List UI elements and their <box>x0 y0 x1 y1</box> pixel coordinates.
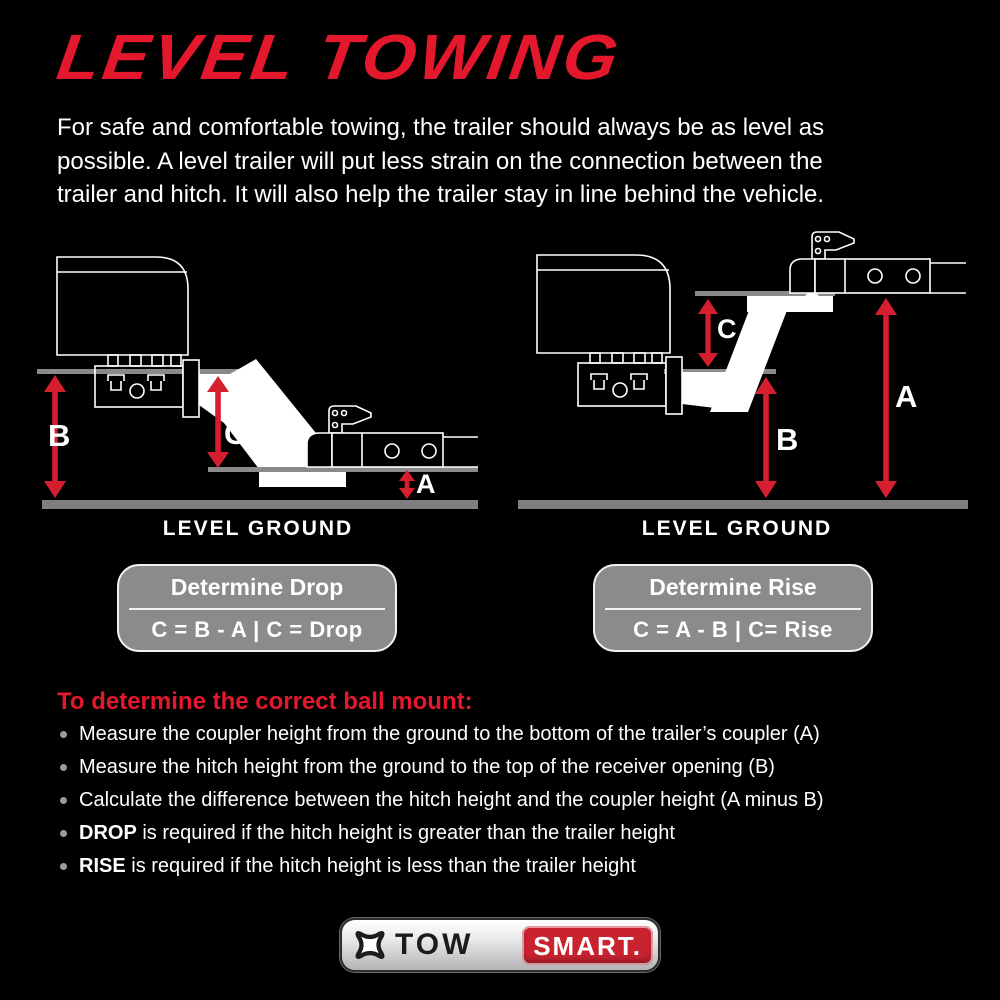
rise-box-formula: C = A - B | C= Rise <box>633 617 833 642</box>
trailer-coupler-drawing <box>307 406 478 467</box>
bullet-icon <box>60 764 67 771</box>
ground-line <box>518 500 968 509</box>
measure-label-b-left: B <box>48 418 71 453</box>
bullet-text: Measure the hitch height from the ground to the top of the receiver opening (B) <box>79 756 775 778</box>
bullet-icon <box>60 863 67 870</box>
hitch-height-line <box>37 369 251 374</box>
list-item <box>58 823 958 844</box>
bullet-text: Calculate the difference between the hitch height and the coupler height (A minus B) <box>79 789 824 811</box>
bullet-bold-text: RISE <box>79 855 126 877</box>
arrow-a-left <box>399 470 415 499</box>
measure-label-a-left: A <box>416 469 436 499</box>
level-ground-caption-right: LEVEL GROUND <box>641 517 833 540</box>
arrow-c-right <box>698 299 718 367</box>
list-item <box>58 790 958 811</box>
bullet-text: is required if the hitch height is greater than the trailer height <box>136 822 675 844</box>
page-title: LEVEL TOWING <box>52 21 626 93</box>
intro-paragraph <box>57 111 967 212</box>
trailer-coupler-drawing <box>790 232 966 293</box>
intro-line: possible. A level trailer will put less strain on the connection between the <box>57 147 823 175</box>
drop-box-formula: C = B - A | C = Drop <box>151 617 363 642</box>
towsmart-knot-icon <box>353 928 387 962</box>
list-item <box>58 724 958 745</box>
intro-line: For safe and comfortable towing, the trailer should always be as level as <box>57 114 825 141</box>
towsmart-logo <box>340 918 660 972</box>
measure-label-c-left: C <box>224 416 247 451</box>
bullet-text: Measure the coupler height from the ground to the bottom of the trailer’s coupler (A) <box>79 723 820 745</box>
bullet-icon <box>60 830 67 837</box>
drop-box-title: Determine Drop <box>170 574 344 600</box>
list-item <box>58 856 958 877</box>
bullet-bold-text: DROP <box>79 822 137 844</box>
logo-tow-text: TOW <box>395 928 474 961</box>
right-rise-diagram <box>518 232 968 509</box>
truck-bumper-drawing <box>537 255 682 414</box>
bullet-text: is required if the hitch height is less than the trailer height <box>125 855 636 877</box>
ground-line <box>42 500 478 509</box>
logo-smart-badge: SMART. <box>522 926 653 965</box>
level-ground-caption-left: LEVEL GROUND <box>162 517 354 540</box>
bullet-icon <box>60 731 67 738</box>
determine-rise-box <box>593 564 873 652</box>
instructions-heading: To determine the correct ball mount: <box>57 688 473 715</box>
list-item <box>58 757 958 778</box>
rise-box-title: Determine Rise <box>649 574 817 600</box>
measure-label-c-right: C <box>717 314 737 344</box>
measure-label-b-right: B <box>776 422 799 457</box>
left-drop-diagram <box>37 257 478 509</box>
arrow-a-right <box>875 298 897 498</box>
determine-drop-box <box>117 564 397 652</box>
arrow-b-right <box>755 377 777 498</box>
truck-bumper-drawing <box>57 257 199 417</box>
measure-label-a-right: A <box>895 379 918 414</box>
intro-line: trailer and hitch. It will also help the trailer stay in line behind the vehicle. <box>57 181 825 208</box>
instructions-list <box>58 724 958 889</box>
bullet-icon <box>60 797 67 804</box>
